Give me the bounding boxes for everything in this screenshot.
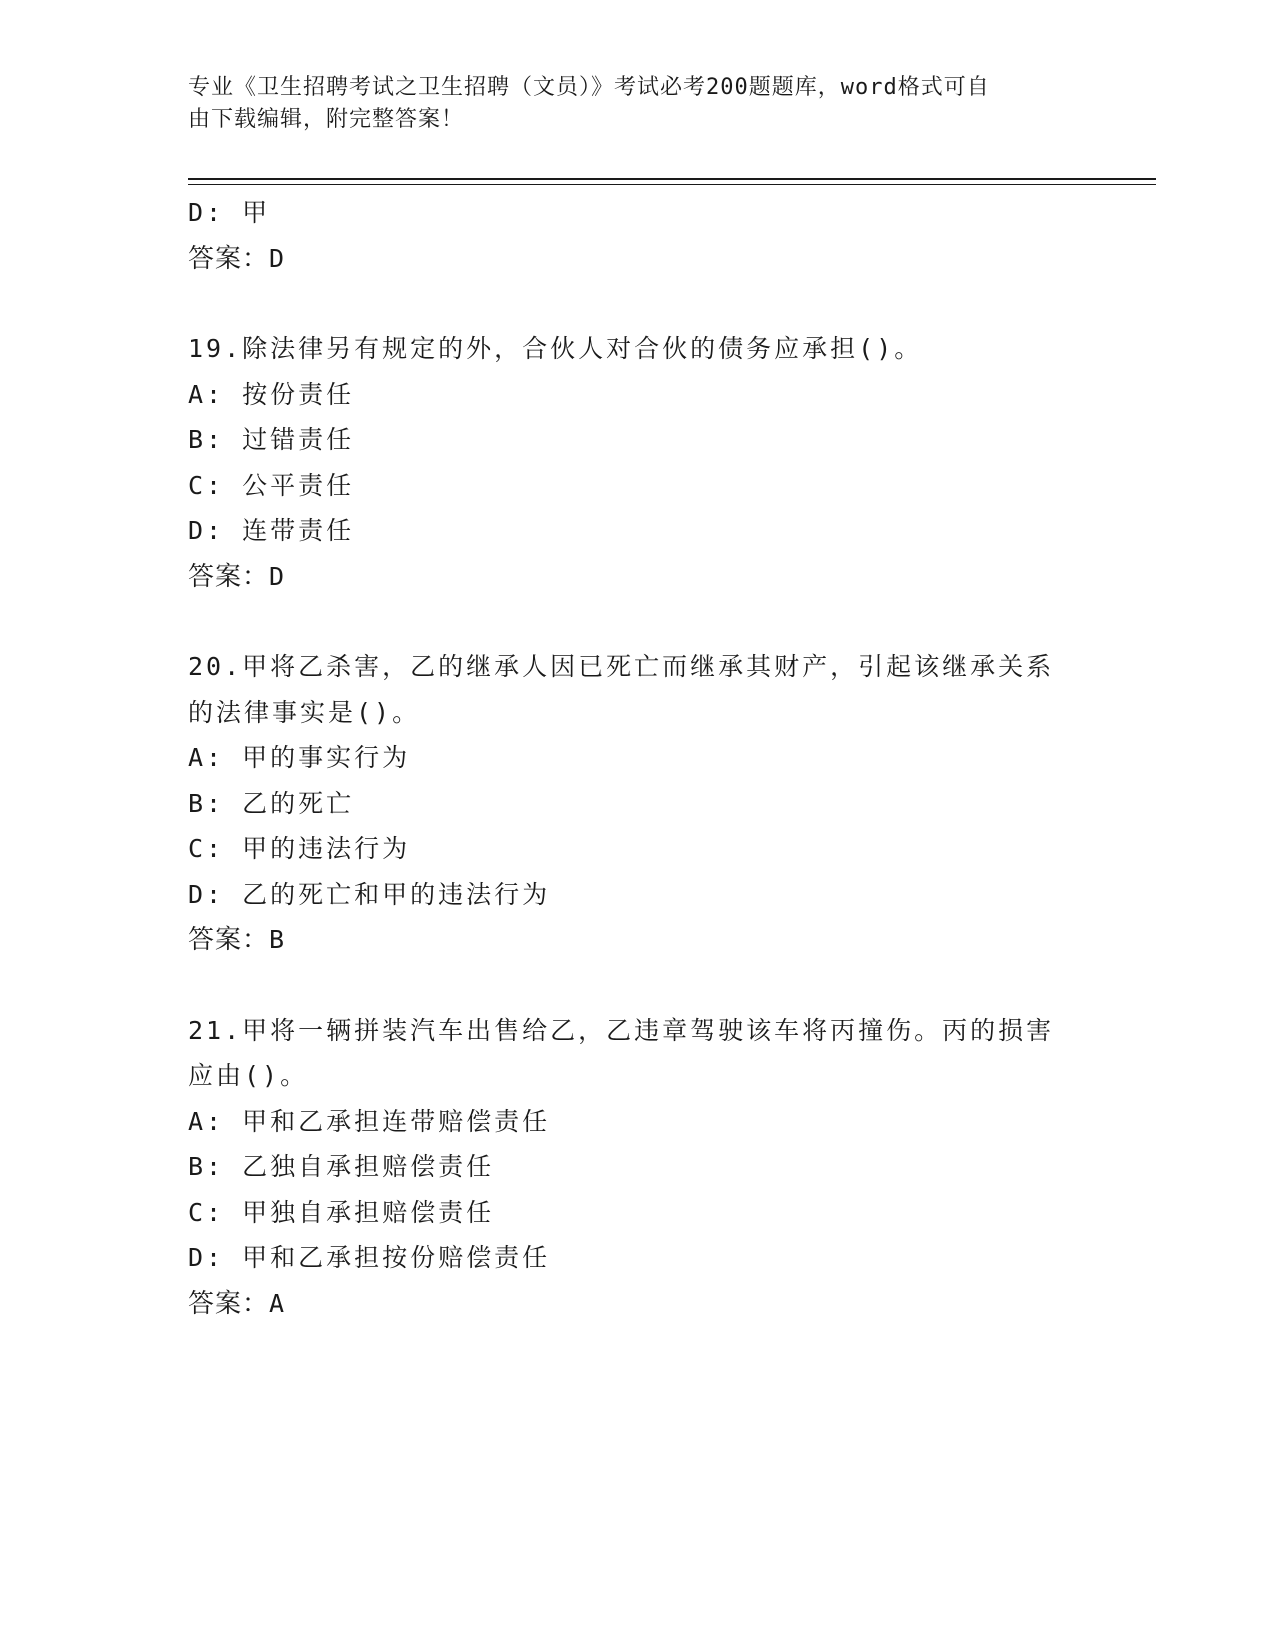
option-c: C: 甲的违法行为 — [188, 834, 411, 863]
header-line-2: 由下载编辑，附完整答案！ — [188, 107, 465, 132]
answer-label: 答案： — [188, 925, 270, 955]
question-20 — [188, 644, 1088, 964]
option-a: A: 甲和乙承担连带赔偿责任 — [188, 1106, 551, 1136]
option-b: B: 乙的死亡 — [188, 788, 355, 818]
question-19 — [188, 326, 1088, 600]
answer-line — [188, 917, 1088, 964]
option-d: D: 连带责任 — [188, 516, 355, 545]
answer-value: D — [269, 561, 286, 591]
answer-value: B — [269, 925, 286, 954]
answer-label: 答案： — [188, 561, 270, 592]
answer-line — [188, 1281, 1088, 1328]
option-b: B: 过错责任 — [188, 425, 355, 454]
option-d: D: 甲 — [188, 198, 271, 227]
option-b: B: 乙独自承担赔偿责任 — [188, 1152, 495, 1181]
question-text: 21.甲将一辆拼装汽车出售给乙，乙违章驾驶该车将丙撞伤。丙的损害 — [188, 1015, 1055, 1045]
question-18-tail — [188, 190, 1088, 282]
question-text: 20.甲将乙杀害，乙的继承人因已死亡而继承其财产，引起该继承关系 — [188, 652, 1055, 681]
header-rule-thick — [188, 178, 1156, 180]
option-d: D: 甲和乙承担按份赔偿责任 — [188, 1243, 551, 1272]
answer-label: 答案： — [188, 1288, 270, 1319]
question-list — [188, 190, 1088, 1327]
option-a: A: 甲的事实行为 — [188, 743, 411, 772]
question-text: 19.除法律另有规定的外，合伙人对合伙的债务应承担()。 — [188, 334, 923, 363]
answer-value: D — [269, 243, 286, 273]
question-text-cont: 的法律事实是()。 — [188, 697, 421, 727]
header-line-1: 专业《卫生招聘考试之卫生招聘（文员）》考试必考200题题库，word格式可自 — [188, 75, 990, 100]
answer-line — [188, 554, 1088, 601]
option-c: C: 甲独自承担赔偿责任 — [188, 1197, 495, 1227]
answer-line — [188, 236, 1088, 283]
header-rule-thin — [188, 184, 1156, 185]
answer-label: 答案： — [188, 243, 270, 274]
option-c: C: 公平责任 — [188, 470, 355, 500]
document-header — [188, 72, 1068, 136]
answer-value: A — [269, 1288, 286, 1318]
question-text-cont: 应由()。 — [188, 1061, 309, 1090]
option-a: A: 按份责任 — [188, 379, 355, 409]
question-21 — [188, 1008, 1088, 1328]
option-d: D: 乙的死亡和甲的违法行为 — [188, 879, 551, 909]
